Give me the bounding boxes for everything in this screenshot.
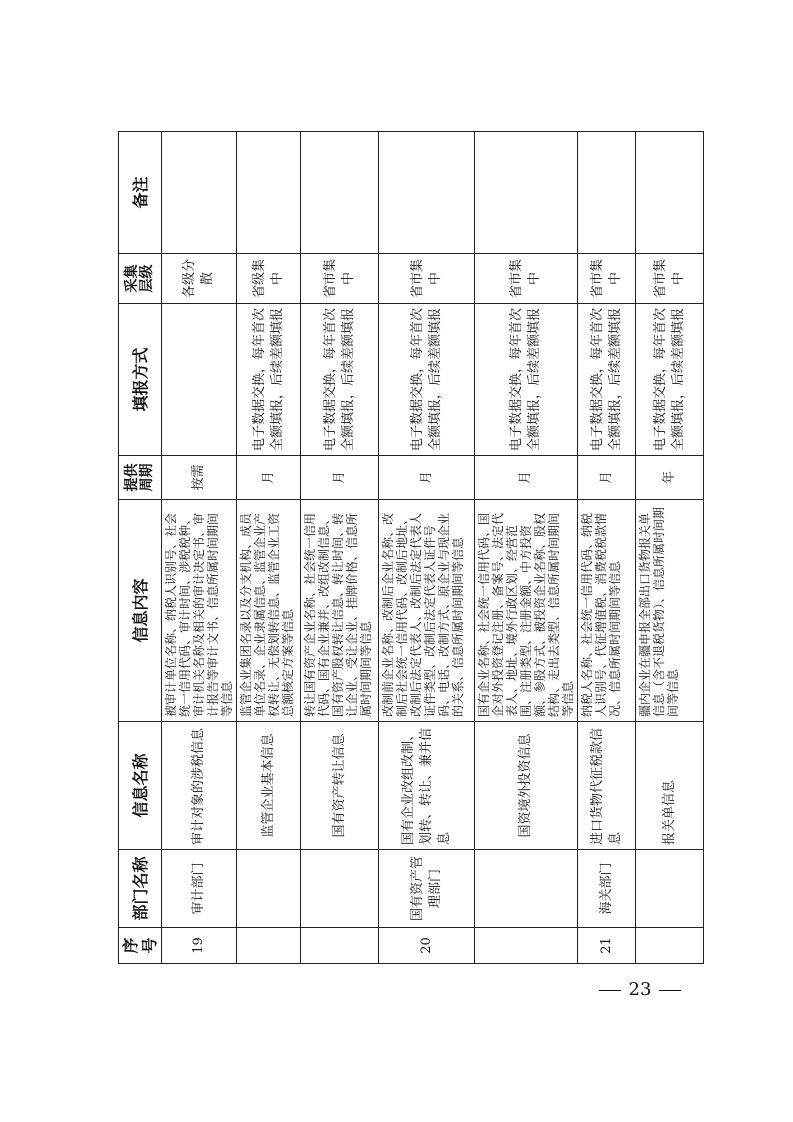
row-content: 被审计单位名称、纳税人识别号、社会统一信用代码、审计时间、涉税税种、审计机关名称及相关的审计决定书、审计报告等审计文书、信息所属时间期间等信息 (162, 500, 237, 722)
info-table (118, 131, 704, 964)
row-period: 月 (237, 456, 301, 500)
row-note (475, 132, 578, 254)
row-index: 21 (578, 928, 636, 964)
row-content: 转让国有资产企业名称、社会统一信用代码、国有企业兼并、改组改制信息、国有资产股权转让信息、转让时间、转让企业、受让企业、挂牌价格、信息所属时间期间等信息 (301, 500, 379, 722)
table-row (475, 132, 578, 964)
row-method: 电子数据交换，每年首次全额填报，后续差额填报 (475, 304, 578, 456)
row-name: 报关单信息 (636, 722, 704, 850)
table-row (301, 132, 379, 964)
rotated-table-sheet (118, 132, 686, 964)
row-period: 月 (301, 456, 379, 500)
row-method: 电子数据交换，每年首次全额填报，后续差额填报 (237, 304, 301, 456)
table-row (237, 132, 301, 964)
row-method (162, 304, 237, 456)
row-period: 年 (636, 456, 704, 500)
row-dept (475, 850, 578, 928)
row-period: 月 (475, 456, 578, 500)
row-index (301, 928, 379, 964)
row-index: 20 (379, 928, 475, 964)
row-level: 省市集中 (301, 254, 379, 304)
page-number-dash-right (659, 990, 681, 991)
row-method: 电子数据交换，每年首次全额填报，后续差额填报 (636, 304, 704, 456)
page-number-value: 23 (628, 979, 652, 1000)
row-level: 省市集中 (475, 254, 578, 304)
row-period: 月 (578, 456, 636, 500)
table-header-row (119, 132, 162, 964)
row-method: 电子数据交换，每年首次全额填报，后续差额填报 (379, 304, 475, 456)
header-dept: 部门名称 (119, 850, 162, 928)
row-note (636, 132, 704, 254)
row-level: 省市集中 (379, 254, 475, 304)
row-dept (636, 850, 704, 928)
row-dept (237, 850, 301, 928)
header-level: 采集层级 (119, 254, 162, 304)
header-name: 信息名称 (119, 722, 162, 850)
row-dept: 海关部门 (578, 850, 636, 928)
table-row (162, 132, 237, 964)
row-method: 电子数据交换，每年首次全额填报，后续差额填报 (578, 304, 636, 456)
row-level: 省市集中 (578, 254, 636, 304)
row-note (162, 132, 237, 254)
row-dept: 审计部门 (162, 850, 237, 928)
row-note (578, 132, 636, 254)
table-row (379, 132, 475, 964)
row-name: 国资境外投资信息 (475, 722, 578, 850)
row-index (636, 928, 704, 964)
row-name: 进口货物代征税款信息 (578, 722, 636, 850)
row-content: 纳税人名称、社会统一信用代码、纳税人识别号、代征增值税、消费税税款情况、信息所属时间期间等信息 (578, 500, 636, 722)
row-index: 19 (162, 928, 237, 964)
page-number (590, 978, 690, 1002)
header-note: 备注 (119, 132, 162, 254)
row-note (379, 132, 475, 254)
header-method: 填报方式 (119, 304, 162, 456)
row-period: 月 (379, 456, 475, 500)
row-name: 审计对象的涉税信息 (162, 722, 237, 850)
header-index: 序号 (119, 928, 162, 964)
row-level: 省级集中 (237, 254, 301, 304)
row-index (475, 928, 578, 964)
page-number-dash-left (599, 990, 621, 991)
row-period: 按需 (162, 456, 237, 500)
table-row (578, 132, 636, 964)
row-content: 国有企业名称、社会统一信用代码、国企对外投资登记注册、备案号、法定代表人、地址、境外行政区划、经营范围、注册类型、注册金额、中方投资额、参股方式、被投资企业名称、股权结构、走出去类型、信息所属时间期间等信息 (475, 500, 578, 722)
row-name: 国有企业改组改制、划转、转让、兼并信息 (379, 722, 475, 850)
row-note (237, 132, 301, 254)
row-content: 监管企业集团名录以及分支机构、成员单位名录、企业隶属信息、监管企业产权转让、无偿划转信息、监管企业工资总额核定方案等信息 (237, 500, 301, 722)
row-index (237, 928, 301, 964)
header-period: 提供周期 (119, 456, 162, 500)
row-name: 国有资产转让信息 (301, 722, 379, 850)
row-dept (301, 850, 379, 928)
row-dept: 国有资产管理部门 (379, 850, 475, 928)
row-content: 疆内企业在疆申报全部出口货物报关单信息（含不退税货物）、信息所属时间期间等信息 (636, 500, 704, 722)
row-method: 电子数据交换，每年首次全额填报，后续差额填报 (301, 304, 379, 456)
row-name: 监管企业基本信息 (237, 722, 301, 850)
row-level: 各级分散 (162, 254, 237, 304)
row-level: 省市集中 (636, 254, 704, 304)
header-content: 信息内容 (119, 500, 162, 722)
row-note (301, 132, 379, 254)
table-row (636, 132, 704, 964)
row-content: 改制前企业名称、改制后企业名称、改制后社会统一信用代码、改制后地址、改制后法定代表人、改制后法定代表人证件类型、改制后法定代表人证件号码、电话、改制方式、原企业与现企业的关系、信息所属时间期间等信息 (379, 500, 475, 722)
